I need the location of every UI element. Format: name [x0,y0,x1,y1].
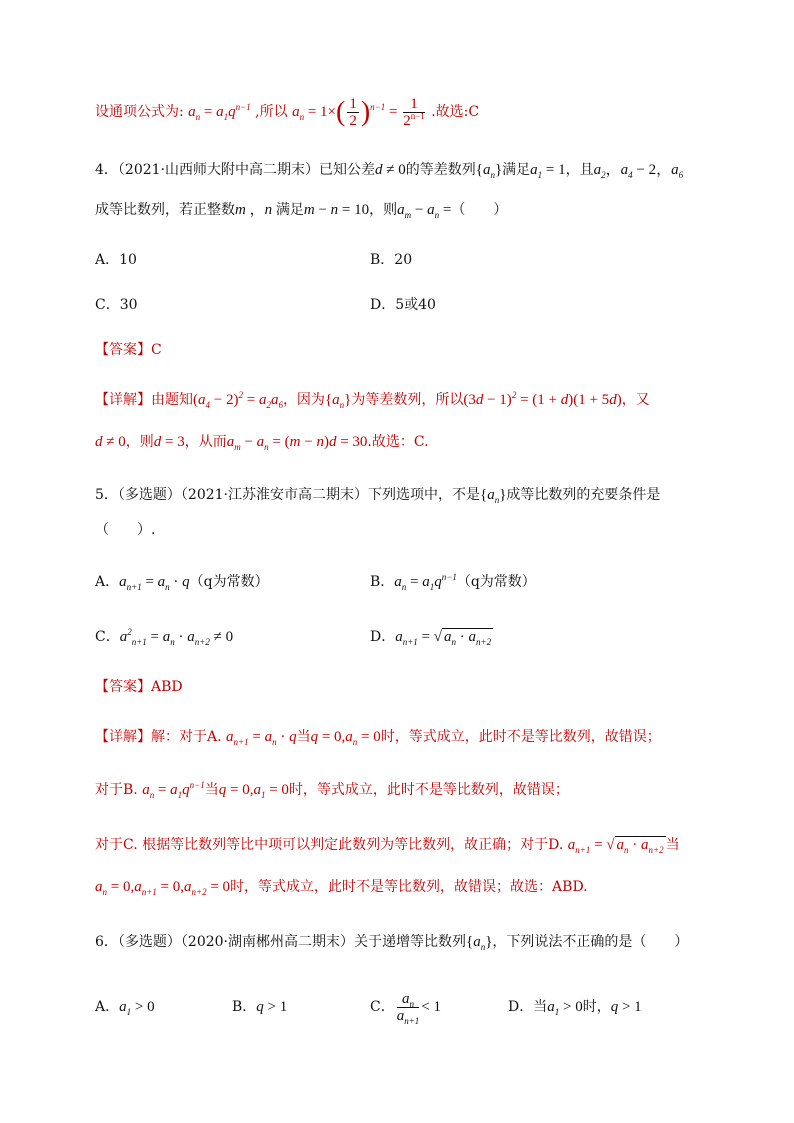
intro-line [95,92,479,132]
q6-line1 [95,932,688,952]
q4-option-b[interactable]: B．20 [370,252,413,268]
q4-detail-math-6: $a_m - a_n = (m - n)d = 30$ [226,434,368,452]
q6-option-a[interactable] [95,997,155,1017]
q4-text-2d: （ ） [451,202,508,218]
q6-option-b-label: B． [232,999,257,1015]
q6-text-1a: 6．（多选题）（2020·湖南郴州高二期末）关于递增等比数列 [95,934,466,950]
q4-math-m-n: m − n = 10 [303,202,370,218]
q5-detail-1b: 当 [296,729,311,745]
q5-detail-2c: 时，等式成立，此时不是等比数列，故错误； [288,782,569,798]
q5-option-a-note: （q为常数） [189,574,269,590]
q5-answer-value: ABD [151,679,183,695]
q4-detail-2b: ，从而 [184,434,227,450]
q5-math-an: $\{a_n\}$ [480,487,507,505]
q4-math-mn: m ，n [235,202,276,218]
q5-detail-2b: 当 [204,782,219,798]
q5-detail-math-4: $q = 0,a_1 = 0$ [218,782,289,800]
q4-detail-math-3: $(3d - 1)^2 = (1 + d)(1 + 5d)$ [463,390,622,408]
q4-answer-value: C [151,342,162,358]
q4-text-1c: 满足 [502,162,531,178]
q5-detail-4c: 时，等式成立，此时不是等比数列，故错误；故选：ABD. [230,879,588,895]
q4-detail-line2 [95,432,429,452]
q4-answer-label: 【答案】 [95,342,151,358]
q5-detail-1a: 解：对于A. [151,729,222,745]
q5-detail-1c: 时，等式成立，此时不是等比数列，故错误； [380,729,661,745]
q5-option-b-note: （q为常数） [456,574,536,590]
q5-answer-label: 【答案】 [95,679,151,695]
q6-math-an: $\{a_n\}$ [466,934,493,952]
q5-option-b[interactable]: B．$a_n = a_1q^{n-1}(q$为常数） [370,572,536,592]
q4-math-am-an: $a_m - a_n$ = [397,202,452,220]
q5-detail-3b: 当 [665,837,680,853]
q6-option-c-math: $\frac{a_n}{a_{n+1}}$ < 1 [396,991,442,1027]
formula-an: $a_n = 1\times$( $\frac{1}{2}$ )$^{n-1}$ = $\frac{1}{2^{n-1}}$ [292,96,425,130]
q5-option-a[interactable]: A．$a_{n+1} = a_n \cdot q(q$为常数） [95,574,269,592]
intro-prefix: 设通项公式为: [95,104,189,120]
q4-text-2a: 成等比数列，若正整数 [95,202,235,218]
intro-mid: ,所以 [255,104,288,120]
q5-detail-math-5: $a_{n+1}$ = √ $a_n \cdot a_{n+2}$ [567,837,664,855]
q4-detail-2c: .故选：C. [367,434,429,450]
q5-option-b-math: $a_n = a_1q^{n-1}$ [394,572,457,592]
q4-math-terms: $a_2$，$a_4 - 2$，$a_6$ [593,162,684,180]
q4-detail-1b: ，因为 [282,392,325,408]
q5-option-c[interactable]: C．$a^2_{n+1} = a_n \cdot a_{n+2} \ne 0$ [95,627,234,647]
q4-detail-1c: 为等差数列，所以 [351,392,464,408]
q5-option-d-math: $a_{n+1}$ = √ $a_n \cdot a_{n+2}$ [395,629,492,647]
q5-line1 [95,485,660,505]
q4-math-d: d ≠ 0 [375,162,406,178]
q5-detail-line3 [95,835,680,855]
q4-math-a1: $a_1 = 1$ [530,162,566,180]
q4-detail-line1 [95,390,650,410]
q6-option-b-math: q > 1 [256,999,288,1015]
q6-option-a-math: $a_1 > 0$ [119,999,155,1017]
q4-text-2b: 满足 [275,202,304,218]
q5-answer [95,677,183,697]
q5-detail-math-3: $a_n = a_1q^{n-1}$ [142,780,205,800]
q6-text-1b: ，下列说法不正确的是（ ） [492,934,689,950]
q5-detail-label: 【详解】 [95,729,151,745]
q4-text-1a: 4．（2021·山西师大附中高二期末）已知公差 [95,162,375,178]
q5-line2: （ ）. [95,522,156,538]
q4-detail-2a: ，则 [125,434,154,450]
q5-detail-3a: 对于C. 根据等比数列等比中项可以判定此数列为等比数列，故正确；对于D. [95,837,564,853]
q4-option-a[interactable]: A．10 [95,252,137,268]
q6-option-a-label: A． [95,999,120,1015]
q4-line2 [95,200,507,220]
intro-suffix: .故选:C [431,104,480,120]
q5-text-1a: 5．（多选题）（2021·江苏淮安市高二期末）下列选项中，不是 [95,487,480,503]
q6-option-c-label: C． [370,999,395,1015]
q5-detail-math-6: $a_n = 0,a_{n+1} = 0,a_{n+2} = 0$ [95,879,231,897]
q5-detail-math-2: $q = 0,a_n = 0$ [310,729,381,747]
q5-detail-2a: 对于B. [95,782,138,798]
q4-answer [95,340,162,360]
q5-text-1b: 成等比数列的充要条件是 [506,487,661,503]
q5-detail-line2 [95,780,569,800]
q5-detail-line4 [95,877,588,897]
q4-detail-math-2: $\{a_n\}$ [324,392,352,410]
q4-text-2c: ，则 [369,202,398,218]
q6-option-d-label: D．当 [508,999,548,1015]
q4-detail-1d: ，又 [621,392,650,408]
q6-option-d-math-2: q > 1 [610,999,642,1015]
q4-option-d[interactable]: D．5或40 [370,297,436,313]
q6-option-d[interactable] [508,997,642,1017]
q4-math-an: $\{a_n\}$ [475,162,503,180]
q5-detail-line1 [95,727,661,747]
q4-text-1d: ，且 [565,162,594,178]
q4-detail-1a: 由题知 [151,392,193,408]
q5-detail-math-1: $a_{n+1} = a_n \cdot q$ [226,729,297,747]
q4-detail-math-5: d = 3 [153,434,185,450]
q5-option-c-math: $a^2_{n+1} = a_n \cdot a_{n+2} \ne 0$ [119,627,234,647]
q5-option-a-math: $a_{n+1} = a_n \cdot q$ [119,574,190,592]
q4-detail-math-4: d ≠ 0 [95,434,126,450]
q4-detail-math-1: $(a_4 - 2)^2 = a_2a_6$ [193,390,283,410]
q4-option-c[interactable]: C．30 [95,297,138,313]
q5-option-d[interactable]: D．$a_{n+1}$ = √ $a_n \cdot a_{n+2}$ [370,629,492,647]
q6-option-c[interactable] [370,987,441,1027]
formula-general-term: $a_n = a_1q^{n-1}$ [188,102,251,122]
q4-detail-label: 【详解】 [95,392,151,408]
q6-option-d-label-2: 时， [582,999,611,1015]
q4-line1 [95,160,683,180]
q6-option-d-math-1: $a_1 > 0$ [547,999,583,1017]
q6-option-b[interactable] [232,997,287,1017]
q4-text-1b: 的等差数列 [405,162,476,178]
